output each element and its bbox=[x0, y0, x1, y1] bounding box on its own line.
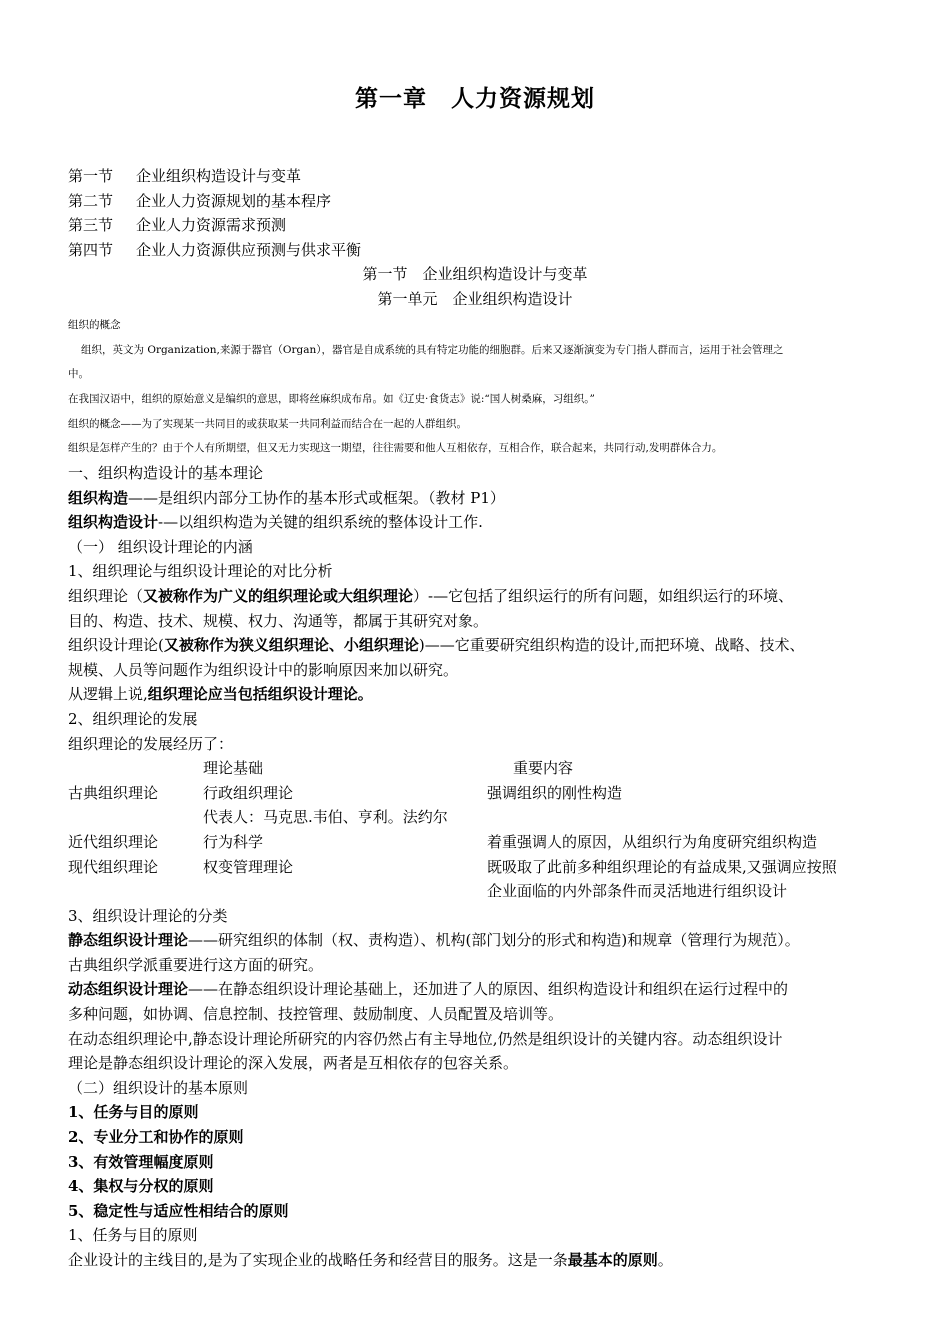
cell-content: 着重强调人的原因，从组织行为角度研究组织构造 bbox=[487, 832, 818, 851]
table-row bbox=[68, 879, 893, 904]
definition-term: 动态组织设计理论 bbox=[68, 980, 189, 999]
paragraph-continued: 目的、构造、技术、规模、权力、沟通等，都属于其研究对象。 bbox=[68, 611, 489, 630]
paragraph bbox=[68, 682, 893, 707]
definition-text: -—以组织构造为关键的组织系统的整体设计工作. bbox=[158, 513, 483, 532]
toc-item bbox=[68, 238, 361, 263]
paragraph bbox=[68, 633, 893, 658]
table-row bbox=[68, 855, 893, 880]
toc-item-text: 企业人力资源供应预测与供求平衡 bbox=[136, 241, 362, 260]
table-row bbox=[68, 805, 893, 830]
text-run: )——它重要研究组织构造的设计,而把环境、战略、技术、 bbox=[418, 636, 805, 655]
principle-item: 2、专业分工和协作的原则 bbox=[68, 1128, 244, 1147]
cell-period: 近代组织理论 bbox=[68, 832, 159, 851]
note-paragraph: 在我国汉语中，组织的原始意义是编织的意思，即将丝麻织成布帛。如《辽史·食货志》说:“国人树桑麻，习组织。” bbox=[68, 393, 595, 405]
text-run: ）-—它包括了组织运行的所有问题，如组织运行的环境、 bbox=[413, 586, 794, 605]
definition bbox=[68, 928, 893, 953]
heading: 一、组织构造设计的基本理论 bbox=[68, 464, 264, 482]
definition bbox=[68, 486, 893, 511]
paragraph-continued: 规模、人员等问题作为组织设计中的影响原因来加以研究。 bbox=[68, 660, 459, 679]
text-run: 企业设计的主线目的,是为了实现企业的战略任务和经营目的服务。这是一条 bbox=[68, 1251, 568, 1269]
toc-item bbox=[68, 164, 361, 189]
subheading: （二）组织设计的基本原则 bbox=[68, 1078, 249, 1097]
toc-item-number: 第一节 bbox=[68, 167, 114, 185]
definition-term: 组织构造 bbox=[68, 488, 129, 507]
definition-text: ——在静态组织设计理论基础上，还加进了人的原因、组织构造设计和组织在运行过程中的 bbox=[188, 980, 789, 999]
subheading: 3、组织设计理论的分类 bbox=[68, 906, 228, 925]
bold-run: 组织理论应当包括组织设计理论。 bbox=[147, 685, 373, 704]
cell-basis: 权变管理理论 bbox=[203, 857, 294, 876]
paragraph: 组织理论的发展经历了： bbox=[68, 734, 234, 753]
principle-item: 3、有效管理幅度原则 bbox=[68, 1152, 214, 1171]
cell-basis: 代表人：马克思.韦伯、亨利。法约尔 bbox=[203, 808, 448, 827]
text-run: 组织理论（ bbox=[68, 586, 144, 605]
subheading: 2、组织理论的发展 bbox=[68, 709, 198, 728]
definition-text: ——是组织内部分工协作的基本形式或框架。（教材 P1） bbox=[128, 488, 505, 507]
chapter-title: 第一章 人力资源规划 bbox=[355, 85, 595, 112]
cell-content: 企业面临的内外部条件而灵活地进行组织设计 bbox=[487, 882, 788, 901]
subheading: 1、组织理论与组织设计理论的对比分析 bbox=[68, 562, 333, 581]
note-paragraph: 组织的概念——为了实现某一共同目的或获取某一共同利益而结合在一起的人群组织。 bbox=[68, 418, 467, 430]
cell-content: 既吸取了此前多种组织理论的有益成果,又强调应按照 bbox=[487, 857, 837, 876]
unit-heading: 第一单元 企业组织构造设计 bbox=[377, 290, 573, 308]
toc-item-text: 企业人力资源需求预测 bbox=[136, 216, 287, 235]
toc-item-number: 第四节 bbox=[68, 241, 114, 260]
toc-item-number: 第三节 bbox=[68, 216, 114, 235]
bold-run: 最基本的原则 bbox=[567, 1251, 658, 1269]
toc-item bbox=[68, 213, 361, 238]
paragraph bbox=[68, 584, 893, 609]
main-content bbox=[68, 461, 893, 1273]
table-row bbox=[68, 830, 893, 855]
definition-text: ——研究组织的体制（权、责构造）、机构(部门划分的形式和构造)和规章（管理行为规范）。 bbox=[188, 931, 800, 950]
table-row bbox=[68, 781, 893, 806]
bold-run: 又被称作为狭义组织理论、小组织理论 bbox=[163, 636, 419, 655]
paragraph: 在动态组织理论中,静态设计理论所研究的内容仍然占有主导地位,仍然是组织设计的关键内容。动态组织设计 bbox=[68, 1029, 783, 1048]
text-run: 从逻辑上说, bbox=[68, 685, 148, 704]
text-run: 。 bbox=[657, 1251, 673, 1269]
cell-period: 现代组织理论 bbox=[68, 857, 159, 876]
theory-table-header bbox=[68, 756, 893, 781]
cell-basis: 行为科学 bbox=[203, 832, 264, 851]
toc-item-text: 企业组织构造设计与变革 bbox=[136, 167, 302, 185]
toc-item-number: 第二节 bbox=[68, 191, 114, 210]
table-of-contents bbox=[68, 164, 361, 263]
note-paragraph: 组织，英文为 Organization,来源于器官（Organ），器官是自成系统的具有特定功能的细胞群。后来又逐渐演变为专门指人群而言，运用于社会管理之 bbox=[81, 344, 784, 356]
header-basis: 理论基础 bbox=[203, 759, 264, 778]
paragraph-continued: 理论是静态组织设计理论的深入发展，两者是互相依存的包容关系。 bbox=[68, 1054, 519, 1073]
note-paragraph: 中。 bbox=[68, 368, 89, 380]
toc-item-text: 企业人力资源规划的基本程序 bbox=[136, 191, 332, 210]
text-run: 组织设计理论( bbox=[68, 636, 164, 655]
definition bbox=[68, 977, 893, 1002]
principle-item: 4、集权与分权的原则 bbox=[68, 1177, 214, 1196]
paragraph-continued: 多种问题，如协调、信息控制、技控管理、鼓励制度、人员配置及培训等。 bbox=[68, 1005, 564, 1024]
paragraph bbox=[68, 1248, 893, 1273]
subheading: 1、任务与目的原则 bbox=[68, 1226, 198, 1245]
principle-item: 5、稳定性与适应性相结合的原则 bbox=[68, 1201, 289, 1220]
toc-item bbox=[68, 189, 361, 214]
cell-content: 强调组织的刚性构造 bbox=[487, 783, 623, 802]
subheading: （一） 组织设计理论的内涵 bbox=[68, 537, 253, 556]
definition-term: 静态组织设计理论 bbox=[68, 931, 189, 950]
definition-term: 组织构造设计 bbox=[68, 513, 159, 532]
cell-period: 古典组织理论 bbox=[68, 783, 159, 802]
header-content: 重要内容 bbox=[513, 759, 574, 778]
principle-item: 1、任务与目的原则 bbox=[68, 1103, 199, 1122]
bold-run: 又被称作为广义的组织理论或大组织理论 bbox=[143, 586, 414, 605]
section-heading: 第一节 企业组织构造设计与变革 bbox=[362, 265, 588, 283]
paragraph-continued: 古典组织学派重要进行这方面的研究。 bbox=[68, 955, 324, 974]
concept-title: 组织的概念 bbox=[68, 319, 121, 331]
note-paragraph: 组织是怎样产生的？由于个人有所期望，但又无力实现这一期望，往往需要和他人互相依存，互相合作，联合起来，共同行动,发明群体合力。 bbox=[68, 442, 723, 454]
definition bbox=[68, 510, 893, 535]
cell-basis: 行政组织理论 bbox=[203, 783, 294, 802]
